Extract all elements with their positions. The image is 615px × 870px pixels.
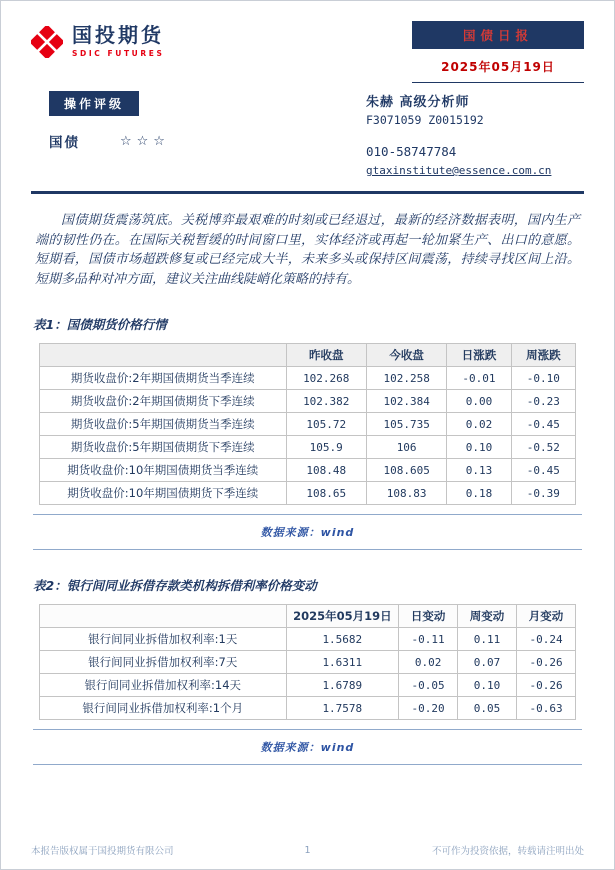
- cell-value: 105.9: [286, 436, 366, 459]
- row-label: 银行间同业拆借加权利率:1个月: [40, 697, 287, 720]
- row-label: 期货收盘价:5年期国债期货当季连续: [40, 413, 287, 436]
- cell-value: 0.00: [447, 390, 511, 413]
- table2-source-line: [33, 729, 582, 765]
- column-header: 周涨跌: [511, 344, 575, 367]
- column-header: 日变动: [399, 605, 458, 628]
- cell-value: -0.11: [399, 628, 458, 651]
- table-row: [40, 651, 576, 674]
- rating-stars: ☆☆☆: [120, 133, 170, 149]
- report-meta: [412, 21, 584, 83]
- cell-value: 0.11: [458, 628, 517, 651]
- cell-value: 105.735: [366, 413, 446, 436]
- futures-price-table: [39, 343, 576, 505]
- brand-text: [72, 25, 164, 58]
- cell-value: 1.7578: [286, 697, 399, 720]
- cell-value: 102.268: [286, 367, 366, 390]
- analyst-info: [366, 91, 584, 177]
- summary-paragraph: 国债期货震荡筑底。关税博弈最艰难的时刻或已经退过，最新的经济数据表明，国内生产端的韧性仍在。在国际关税暂缓的时间窗口里，实体经济或再起一轮加紧生产、出口的意愿。短期看，国债市场超跌修复或已经完成大半，未来多头或保持区间震荡，持续寻找区间上沿。短期多品种对冲方面，建议关注曲线陡峭化策略的持有。: [35, 213, 580, 287]
- table1-title: 表1：国债期货价格行情: [33, 317, 167, 332]
- report-date: 2025年05月19日: [412, 58, 584, 83]
- column-header: [40, 344, 287, 367]
- cell-value: 108.65: [286, 482, 366, 505]
- table1-source: 数据来源：wind: [260, 526, 355, 539]
- cell-value: 0.18: [447, 482, 511, 505]
- row-label: 银行间同业拆借加权利率:7天: [40, 651, 287, 674]
- cell-value: -0.24: [517, 628, 576, 651]
- cell-value: 0.13: [447, 459, 511, 482]
- table-row: [40, 482, 576, 505]
- row-label: 银行间同业拆借加权利率:14天: [40, 674, 287, 697]
- cell-value: 102.382: [286, 390, 366, 413]
- column-header: 2025年05月19日: [286, 605, 399, 628]
- row-label: 期货收盘价:2年期国债期货当季连续: [40, 367, 287, 390]
- table-header-row: [40, 605, 576, 628]
- column-header: 周变动: [458, 605, 517, 628]
- cell-value: -0.23: [511, 390, 575, 413]
- table-row: [40, 459, 576, 482]
- instrument-line: [49, 131, 170, 151]
- column-header: 今收盘: [366, 344, 446, 367]
- column-header: [40, 605, 287, 628]
- cell-value: 108.605: [366, 459, 446, 482]
- interbank-rate-table: [39, 604, 576, 720]
- footer-copyright: 本报告版权属于国投期货有限公司: [31, 846, 174, 857]
- column-header: 月变动: [517, 605, 576, 628]
- cell-value: -0.45: [511, 413, 575, 436]
- cell-value: -0.01: [447, 367, 511, 390]
- analyst-name: 朱赫 高级分析师: [366, 95, 470, 110]
- analyst-phone: 010-58747784: [366, 144, 457, 159]
- cell-value: 0.02: [447, 413, 511, 436]
- cell-value: 0.07: [458, 651, 517, 674]
- cell-value: 105.72: [286, 413, 366, 436]
- column-header: 昨收盘: [286, 344, 366, 367]
- table-row: [40, 413, 576, 436]
- cell-value: 0.02: [399, 651, 458, 674]
- table-row: [40, 674, 576, 697]
- table-row: [40, 628, 576, 651]
- row-label: 期货收盘价:10年期国债期货当季连续: [40, 459, 287, 482]
- table2-source: 数据来源：wind: [260, 741, 355, 754]
- table-header-row: [40, 344, 576, 367]
- footer-disclaimer: 不可作为投资依据，转载请注明出处: [431, 846, 584, 857]
- page-footer: [31, 843, 584, 857]
- report-type-banner: 国债日报: [412, 21, 584, 49]
- instrument-name: 国债: [49, 135, 80, 151]
- cell-value: -0.26: [517, 651, 576, 674]
- table2-title: 表2：银行间同业拆借存款类机构拆借利率价格变动: [33, 578, 317, 593]
- cell-value: 1.5682: [286, 628, 399, 651]
- cell-value: -0.52: [511, 436, 575, 459]
- cell-value: -0.05: [399, 674, 458, 697]
- rating-block: [49, 91, 170, 177]
- cell-value: 108.83: [366, 482, 446, 505]
- cell-value: -0.20: [399, 697, 458, 720]
- row-label: 期货收盘价:10年期国债期货下季连续: [40, 482, 287, 505]
- cell-value: -0.26: [517, 674, 576, 697]
- analyst-codes: F3071059 Z0015192: [366, 113, 484, 127]
- sdic-diamond-logo-icon: [31, 26, 63, 58]
- brand-logo: [31, 25, 164, 58]
- page-header: [31, 21, 584, 83]
- cell-value: -0.63: [517, 697, 576, 720]
- cell-value: 102.258: [366, 367, 446, 390]
- cell-value: 106: [366, 436, 446, 459]
- cell-value: 1.6311: [286, 651, 399, 674]
- row-label: 期货收盘价:2年期国债期货下季连续: [40, 390, 287, 413]
- table1-source-line: [33, 514, 582, 550]
- cell-value: 0.10: [458, 674, 517, 697]
- cell-value: 0.10: [447, 436, 511, 459]
- table-row: [40, 697, 576, 720]
- futures-price-section: [31, 315, 584, 550]
- cell-value: 0.05: [458, 697, 517, 720]
- cell-value: -0.39: [511, 482, 575, 505]
- cell-value: 1.6789: [286, 674, 399, 697]
- table-row: [40, 390, 576, 413]
- table-row: [40, 367, 576, 390]
- cell-value: 102.384: [366, 390, 446, 413]
- rating-analyst-row: [31, 91, 584, 177]
- cell-value: 108.48: [286, 459, 366, 482]
- brand-name-cn: 国投期货: [72, 23, 164, 47]
- rating-banner: 操作评级: [49, 91, 139, 116]
- cell-value: -0.10: [511, 367, 575, 390]
- header-divider: [31, 191, 584, 194]
- cell-value: -0.45: [511, 459, 575, 482]
- row-label: 期货收盘价:5年期国债期货下季连续: [40, 436, 287, 459]
- row-label: 银行间同业拆借加权利率:1天: [40, 628, 287, 651]
- brand-name-en: SDIC FUTURES: [72, 49, 165, 58]
- column-header: 日涨跌: [447, 344, 511, 367]
- interbank-rate-section: [31, 576, 584, 765]
- analyst-email-link[interactable]: gtaxinstitute@essence.com.cn: [366, 164, 552, 177]
- footer-page-number: 1: [304, 844, 311, 856]
- table-row: [40, 436, 576, 459]
